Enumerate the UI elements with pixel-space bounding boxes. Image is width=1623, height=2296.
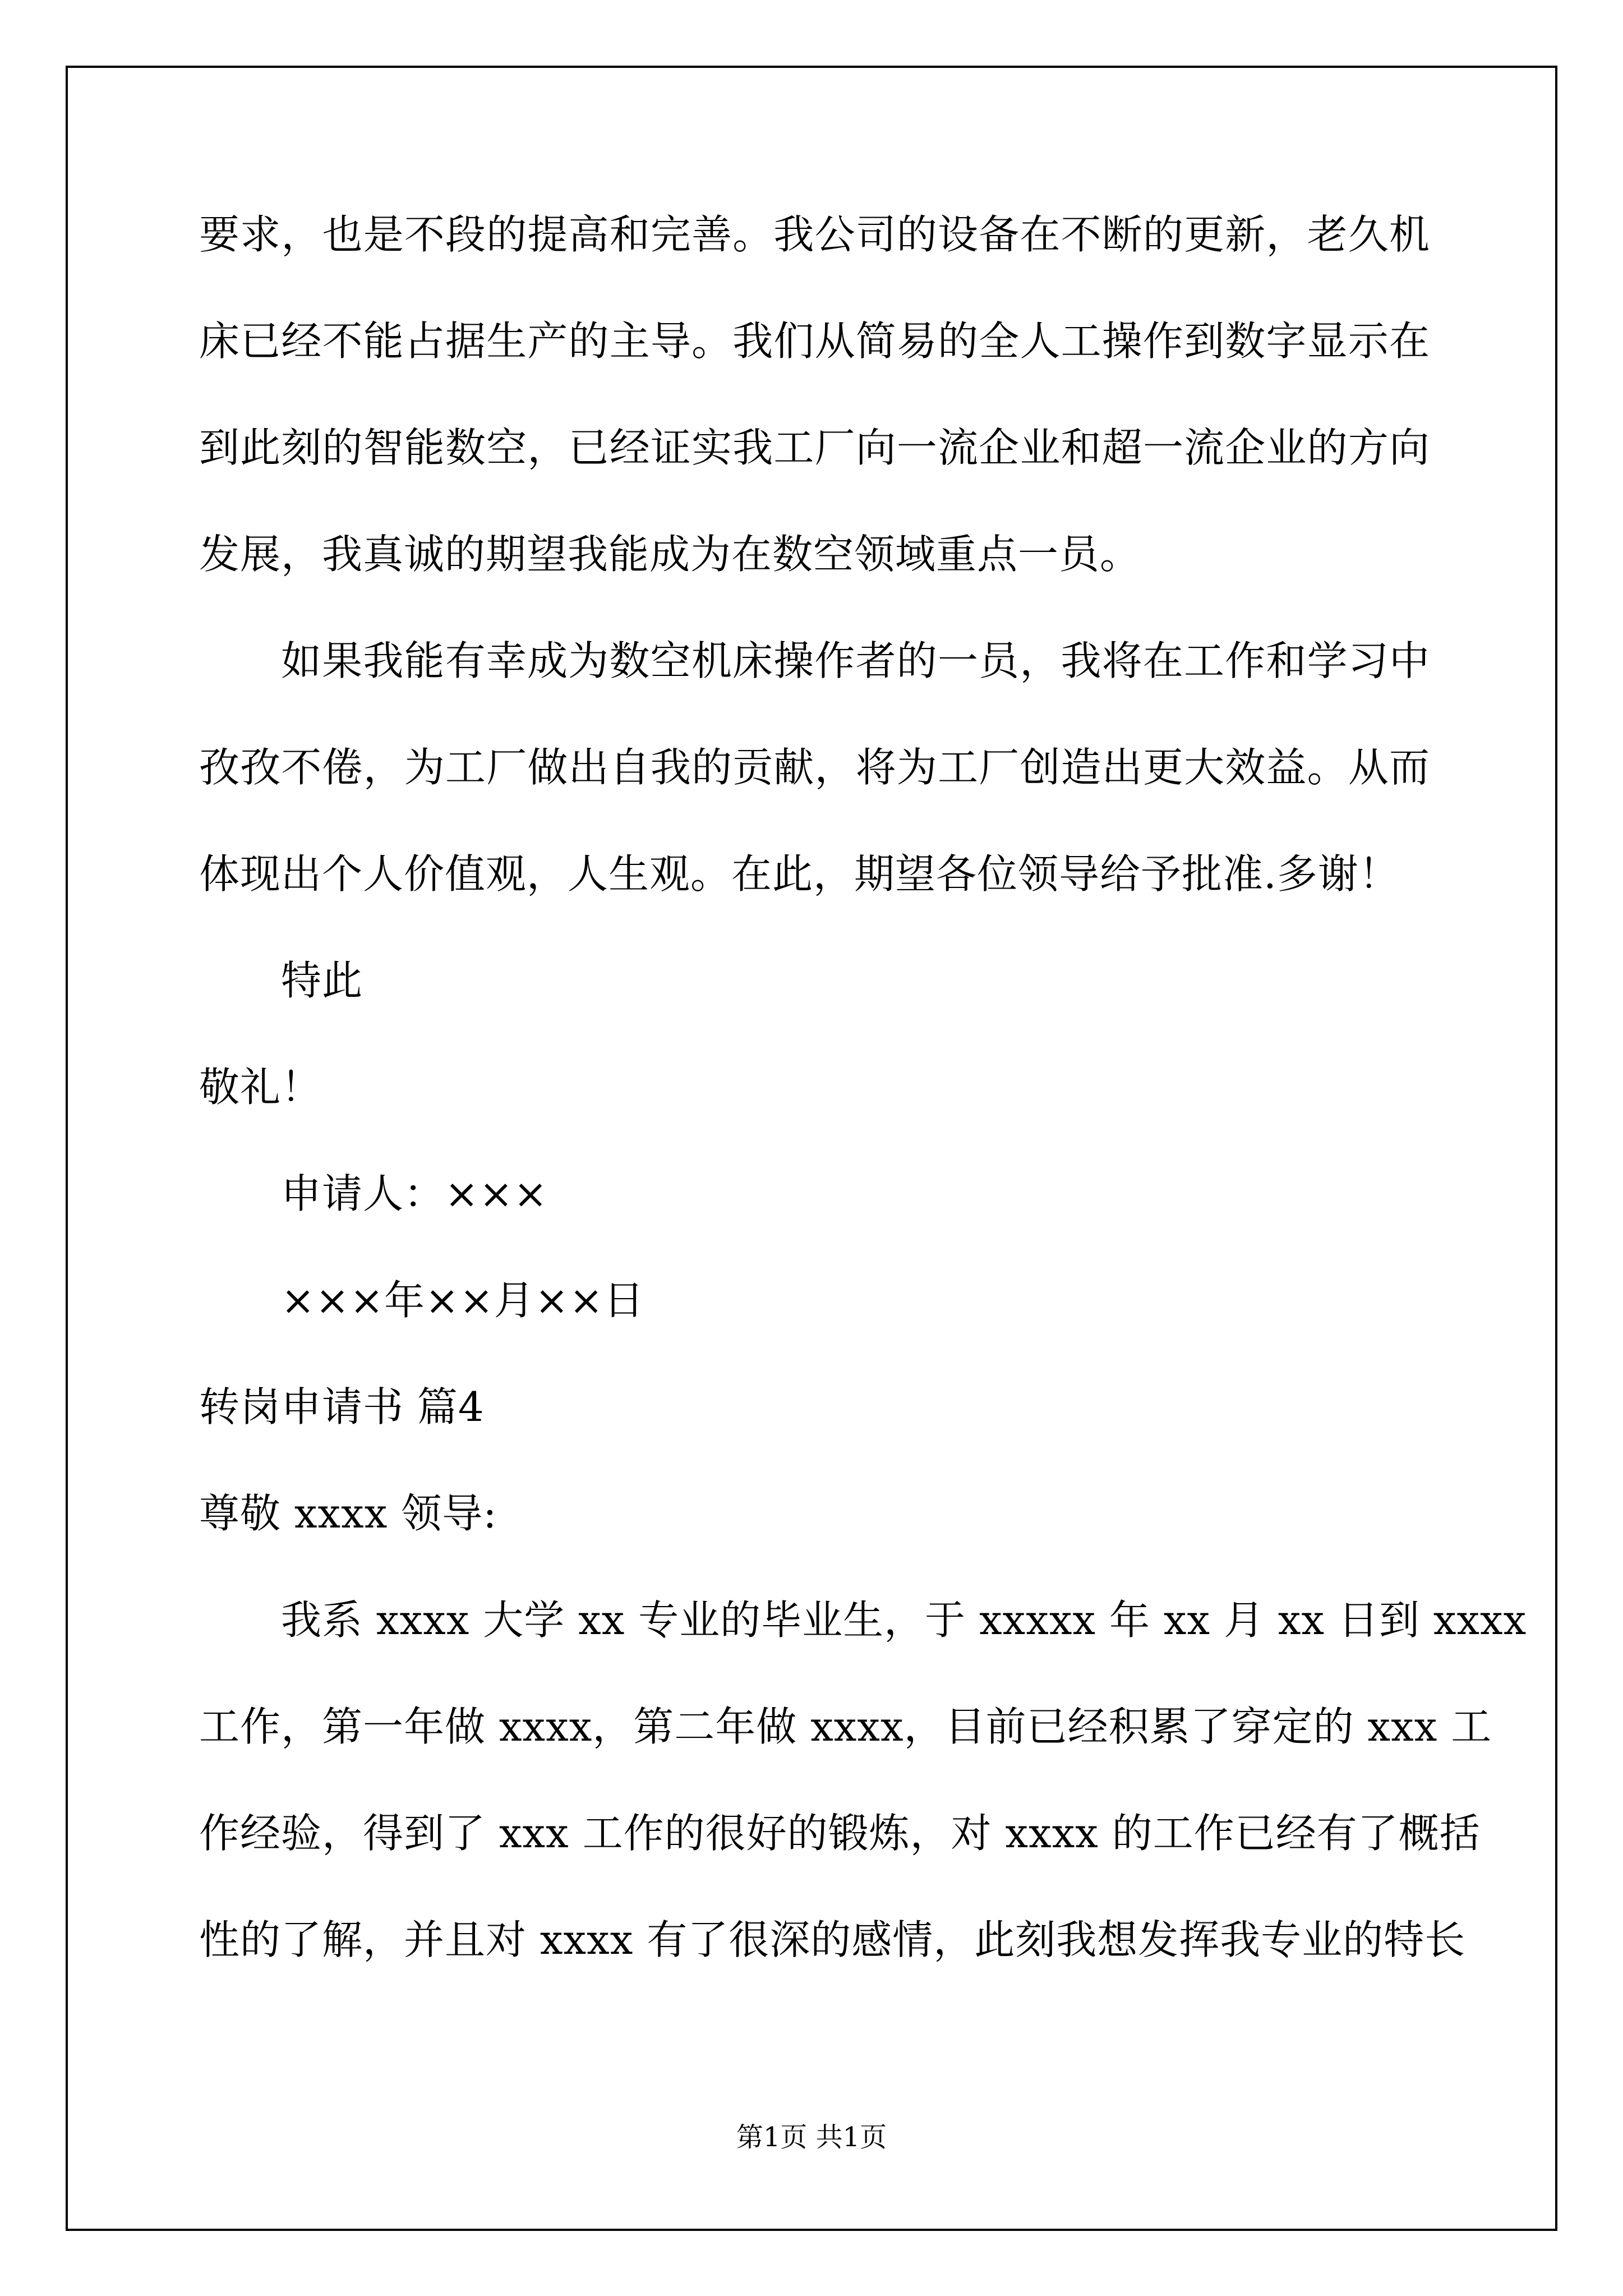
applicant-line: 申请人：××× bbox=[281, 1170, 548, 1217]
body-line: 要求，也是不段的提高和完善。我公司的设备在不断的更新，老久机 bbox=[199, 211, 1430, 258]
greeting-line: 尊敬 xxxx 领导: bbox=[199, 1490, 497, 1537]
body-line: 性的了解，并且对 xxxx 有了很深的感情，此刻我想发挥我专业的特长 bbox=[199, 1916, 1466, 1963]
body-line: 到此刻的智能数空，已经证实我工厂向一流企业和超一流企业的方向 bbox=[199, 424, 1430, 471]
section-heading: 转岗申请书 篇4 bbox=[199, 1383, 485, 1430]
page-border bbox=[66, 66, 1557, 2231]
date-line: ×××年××月××日 bbox=[281, 1277, 645, 1324]
body-line: 床已经不能占据生产的主导。我们从简易的全人工操作到数字显示在 bbox=[199, 318, 1430, 365]
closing-phrase: 特此 bbox=[281, 957, 363, 1004]
page-number: 第1页 共1页 bbox=[736, 2122, 887, 2153]
body-line: 我系 xxxx 大学 xx 专业的毕业生，于 xxxxx 年 xx 月 xx 日到 xxxx bbox=[281, 1596, 1527, 1644]
body-line: 孜孜不倦，为工厂做出自我的贡献，将为工厂创造出更大效益。从而 bbox=[199, 744, 1430, 791]
body-line: 工作，第一年做 xxxx，第二年做 xxxx，目前已经积累了穿定的 xxx 工 bbox=[199, 1703, 1492, 1750]
body-line: 作经验，得到了 xxx 工作的很好的锻炼，对 xxxx 的工作已经有了概括 bbox=[199, 1810, 1481, 1857]
salutation: 敬礼！ bbox=[199, 1064, 322, 1111]
body-line: 发展，我真诚的期望我能成为在数空领域重点一员。 bbox=[199, 531, 1141, 578]
body-line: 体现出个人价值观，人生观。在此，期望各位领导给予批准.多谢！ bbox=[199, 850, 1400, 898]
body-line: 如果我能有幸成为数空机床操作者的一员，我将在工作和学习中 bbox=[281, 637, 1430, 684]
